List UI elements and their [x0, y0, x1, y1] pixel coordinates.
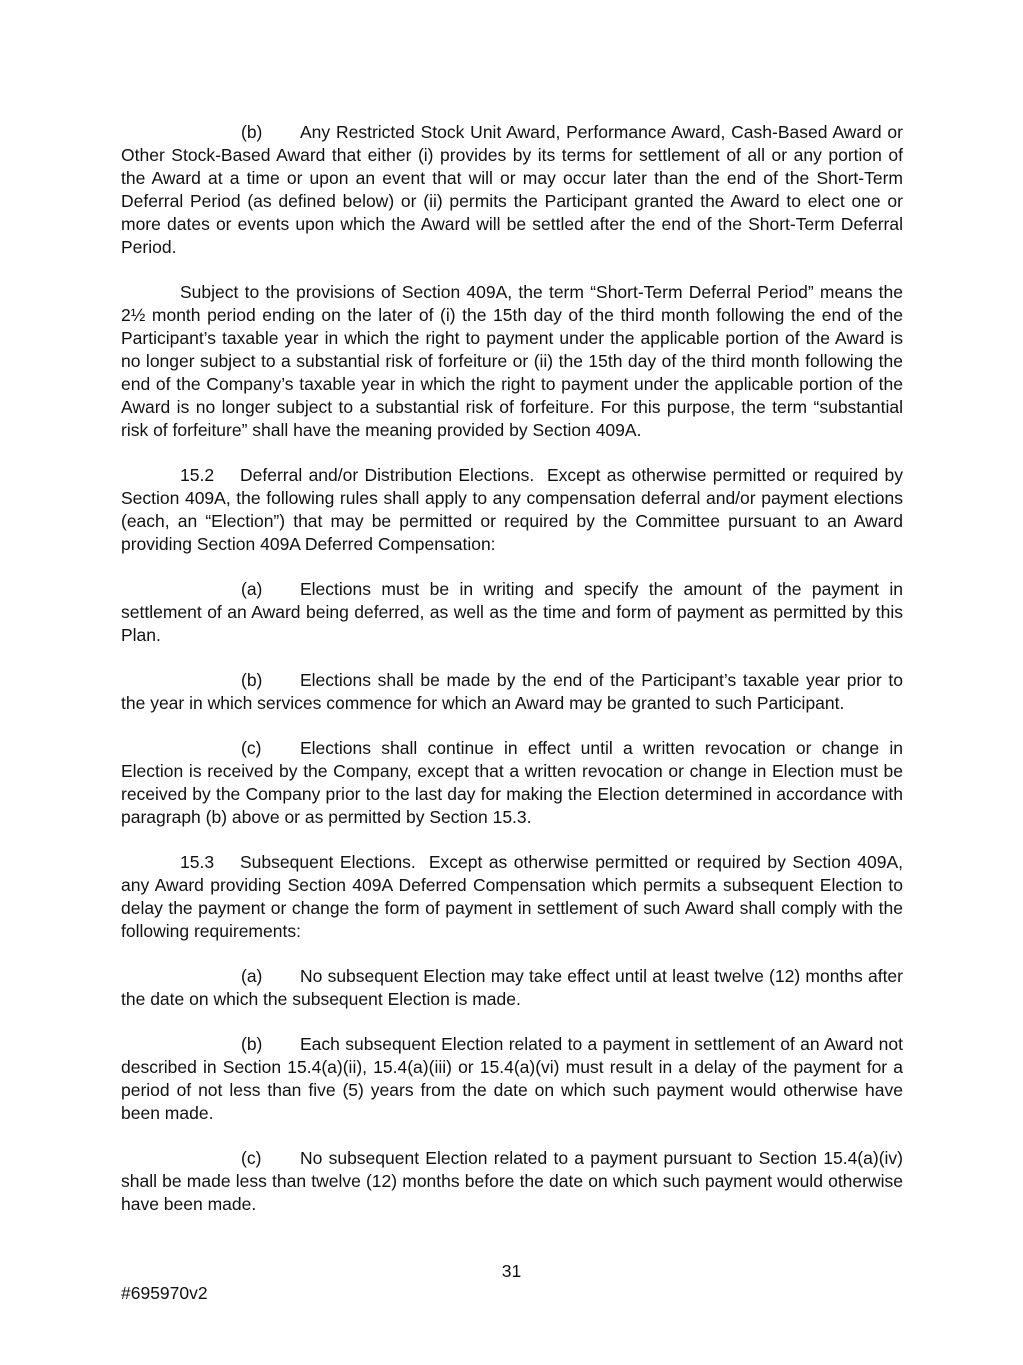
paragraph-text: Each subsequent Election related to a payment in settlement of an Award not described in Section 15.4(a)(ii), 15.4(a)(iii) or 15.4(a)(vi) must result in a delay of the payment for a period of not less than five (5) years from the date on which such payment would otherwise have been made. [121, 1034, 903, 1123]
paragraph-text: Elections shall be made by the end of the Participant’s taxable year prior to the year in which services commence for which an Award may be granted to such Participant. [121, 670, 903, 713]
paragraph-label: (a) [241, 966, 263, 986]
paragraph-15-2-a [121, 578, 903, 647]
paragraph-text: Elections shall continue in effect until a written revocation or change in Election is received by the Company, except that a written revocation or change in Election must be received by the Company prior to the last day for making the Election determined in accordance with paragraph (b) above or as permitted by Section 15.3. [121, 738, 903, 827]
paragraph-text: No subsequent Election related to a payment pursuant to Section 15.4(a)(iv) shall be made less than twelve (12) months before the date on which such payment would otherwise have been made. [121, 1148, 903, 1214]
paragraph-label: (b) [241, 122, 263, 142]
paragraph-label: (c) [241, 738, 262, 758]
page-number: 31 [501, 1261, 522, 1281]
section-number: 15.3 [180, 852, 215, 872]
paragraph-15-2-c [121, 737, 903, 829]
section-number: 15.2 [180, 465, 215, 485]
paragraph-short-term-deferral-definition [121, 281, 903, 442]
paragraph-text: Except as otherwise permitted or required by Section 409A, the following rules shall apply to any compensation deferral and/or payment elections (each, an “Election”) that may be permitted or required by the Committee pursuant to an Award providing Section 409A Deferred Compensation: [121, 465, 903, 554]
paragraph-text: Elections must be in writing and specify the amount of the payment in settlement of an Award being deferred, as well as the time and form of payment as permitted by this Plan. [121, 579, 903, 645]
paragraph-15-3-c [121, 1147, 903, 1216]
page-body [121, 121, 903, 1238]
section-15-3 [121, 851, 903, 943]
paragraph-text: Except as otherwise permitted or required by Section 409A, any Award providing Section 409A Deferred Compensation which permits a subsequent Election to delay the payment or change the form of payment in settlement of such Award shall comply with the following requirements: [121, 852, 904, 941]
section-heading: Subsequent Elections. [240, 852, 416, 872]
paragraph-text: Any Restricted Stock Unit Award, Performance Award, Cash-Based Award or Other Stock-Based Award that either (i) provides by its terms for settlement of all or any portion of the Award at a time or upon an event that will or may occur later than the end of the Short-Term Deferral Period (as defined below) or (ii) permits the Participant granted the Award to elect one or more dates or events upon which the Award will be settled after the end of the Short-Term Deferral Period. [121, 122, 903, 257]
document-id: #695970v2 [121, 1283, 208, 1303]
section-15-2 [121, 464, 903, 556]
paragraph-label: (a) [241, 579, 263, 599]
paragraph-b-rsu-award [121, 121, 903, 259]
paragraph-label: (b) [241, 1034, 263, 1054]
paragraph-15-2-b [121, 669, 903, 715]
paragraph-text: No subsequent Election may take effect until at least twelve (12) months after the date on which the subsequent Election is made. [121, 966, 903, 1009]
paragraph-15-3-a [121, 965, 903, 1011]
paragraph-label: (c) [241, 1148, 262, 1168]
section-heading: Deferral and/or Distribution Elections. [240, 465, 535, 485]
paragraph-label: (b) [241, 670, 263, 690]
paragraph-15-3-b [121, 1033, 903, 1125]
paragraph-text: Subject to the provisions of Section 409A, the term “Short-Term Deferral Period” means the 2½ month period ending on the later of (i) the 15th day of the third month following the end of the Participant’s taxable year in which the right to payment under the applicable portion of the Award is no longer subject to a substantial risk of forfeiture or (ii) the 15th day of the third month following the end of the Company’s taxable year in which the right to payment under the applicable portion of the Award is no longer subject to a substantial risk of forfeiture. For this purpose, the term “substantial risk of forfeiture” shall have the meaning provided by Section 409A. [121, 282, 903, 440]
